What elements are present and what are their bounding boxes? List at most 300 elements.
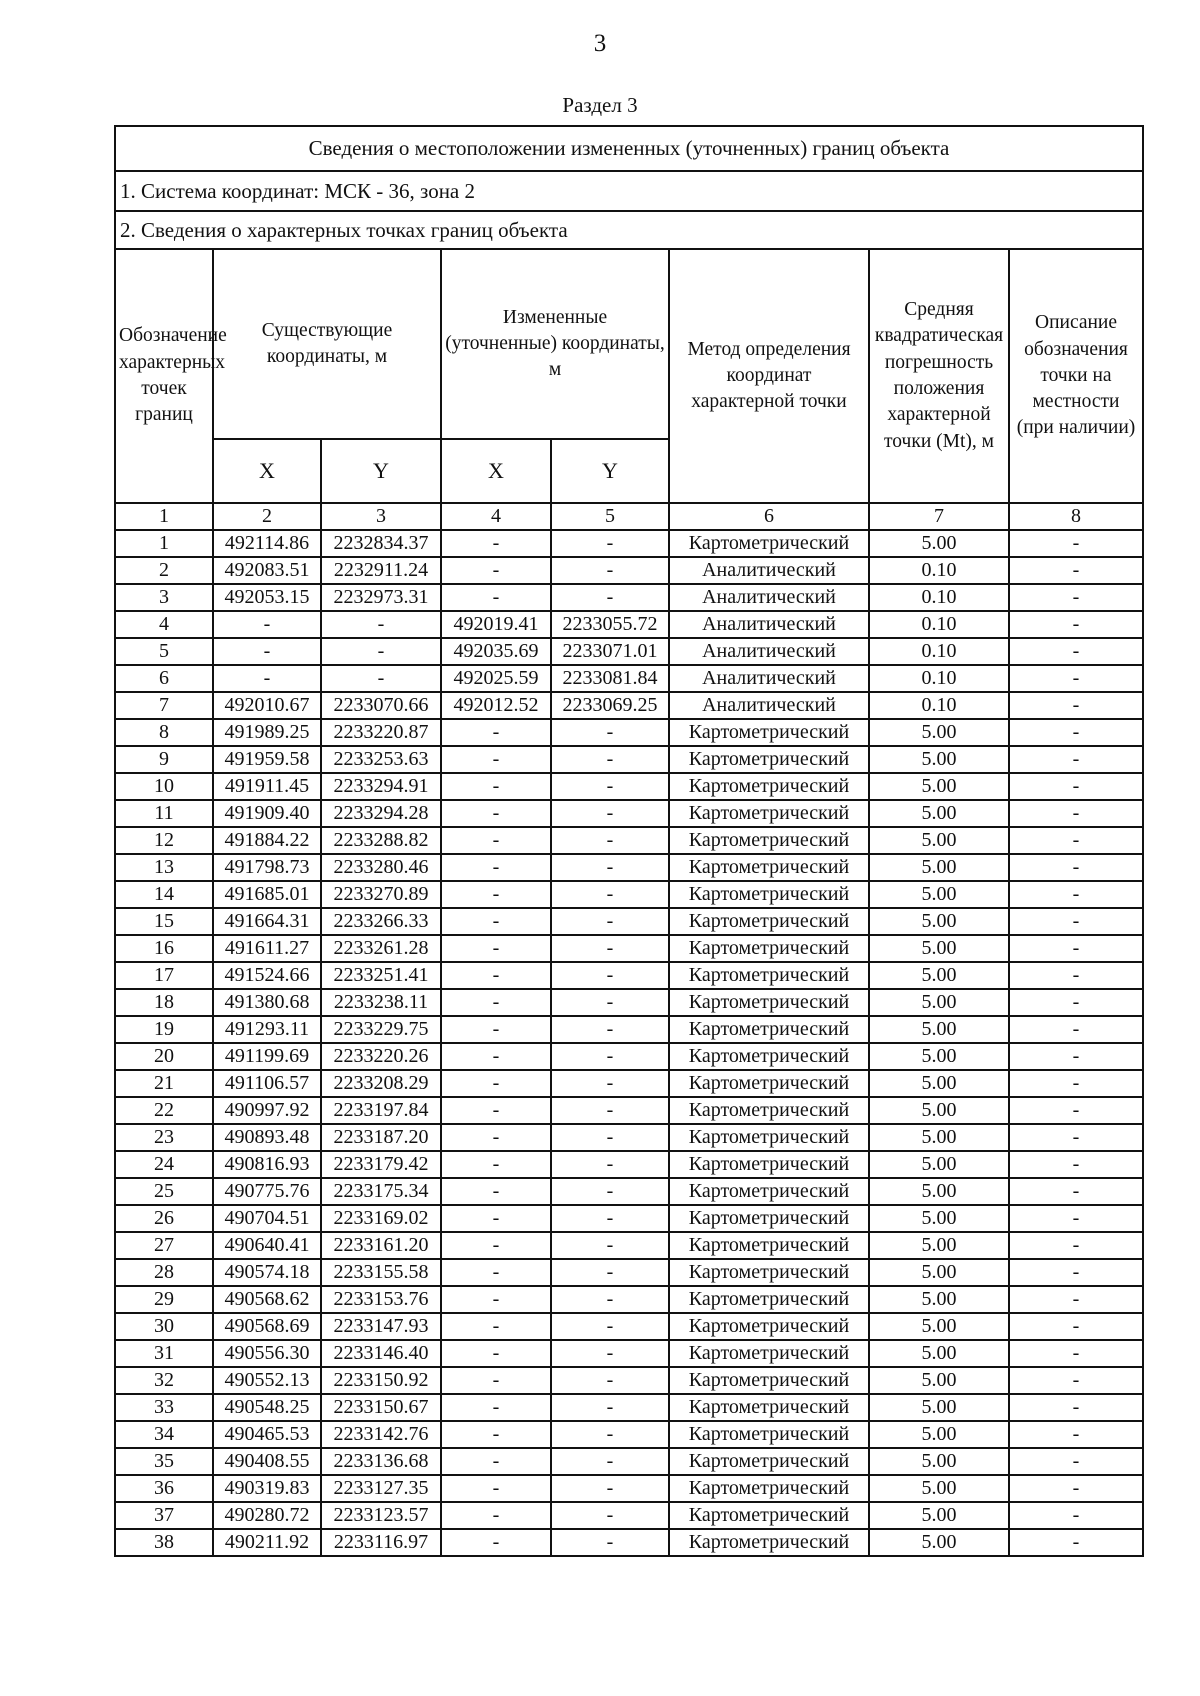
cell-changed-x: - <box>441 1259 551 1286</box>
cell-error: 5.00 <box>869 1448 1009 1475</box>
cell-changed-x: - <box>441 935 551 962</box>
cell-existing-x: 490997.92 <box>213 1097 321 1124</box>
cell-point-id: 17 <box>115 962 213 989</box>
cell-method: Картометрический <box>669 1313 869 1340</box>
cell-changed-x: - <box>441 1394 551 1421</box>
points-heading: 2. Сведения о характерных точках границ объекта <box>115 211 1143 249</box>
cell-point-id: 27 <box>115 1232 213 1259</box>
cell-description: - <box>1009 1016 1143 1043</box>
table-row <box>115 1286 1143 1313</box>
cell-existing-y: 2233197.84 <box>321 1097 441 1124</box>
column-number: 3 <box>321 503 441 530</box>
cell-method: Аналитический <box>669 611 869 638</box>
cell-method: Картометрический <box>669 1340 869 1367</box>
cell-existing-y: 2233261.28 <box>321 935 441 962</box>
cell-existing-y: 2233150.92 <box>321 1367 441 1394</box>
cell-existing-x: 490704.51 <box>213 1205 321 1232</box>
cell-point-id: 4 <box>115 611 213 638</box>
cell-existing-y: 2233294.28 <box>321 800 441 827</box>
cell-existing-x: - <box>213 611 321 638</box>
cell-error: 5.00 <box>869 1529 1009 1556</box>
cell-error: 5.00 <box>869 1475 1009 1502</box>
cell-changed-y: - <box>551 1502 669 1529</box>
table-row <box>115 1016 1143 1043</box>
cell-existing-x: 490280.72 <box>213 1502 321 1529</box>
header-designation-text: Обозначение характерных точек границ <box>119 325 227 426</box>
cell-changed-x: - <box>441 1205 551 1232</box>
cell-description: - <box>1009 1340 1143 1367</box>
cell-method: Картометрический <box>669 530 869 557</box>
cell-existing-y: 2232911.24 <box>321 557 441 584</box>
cell-changed-x: - <box>441 530 551 557</box>
cell-point-id: 29 <box>115 1286 213 1313</box>
cell-description: - <box>1009 1151 1143 1178</box>
table-row <box>115 1124 1143 1151</box>
section-label: Раздел 3 <box>562 93 638 117</box>
cell-existing-x: 492010.67 <box>213 692 321 719</box>
cell-error: 5.00 <box>869 1043 1009 1070</box>
cell-description: - <box>1009 800 1143 827</box>
cell-existing-y: 2233123.57 <box>321 1502 441 1529</box>
cell-method: Картометрический <box>669 1124 869 1151</box>
cell-method: Картометрический <box>669 1178 869 1205</box>
table-row <box>115 827 1143 854</box>
cell-existing-y: - <box>321 638 441 665</box>
cell-point-id: 24 <box>115 1151 213 1178</box>
cell-changed-y: - <box>551 935 669 962</box>
cell-changed-x: - <box>441 989 551 1016</box>
cell-point-id: 25 <box>115 1178 213 1205</box>
cell-error: 5.00 <box>869 962 1009 989</box>
cell-existing-x: 490465.53 <box>213 1421 321 1448</box>
table-row <box>115 1043 1143 1070</box>
cell-description: - <box>1009 1286 1143 1313</box>
page-number: 3 <box>593 30 607 57</box>
cell-existing-y: 2233175.34 <box>321 1178 441 1205</box>
cell-description: - <box>1009 584 1143 611</box>
header-changed: Измененные (уточненные) координаты, м <box>441 249 669 439</box>
cell-existing-y: - <box>321 611 441 638</box>
table-row <box>115 1178 1143 1205</box>
column-number: 8 <box>1009 503 1143 530</box>
header-existing: Существующие координаты, м <box>213 249 441 439</box>
header-method: Метод определения координат характерной точки <box>669 249 869 503</box>
cell-description: - <box>1009 1475 1143 1502</box>
cell-changed-y: - <box>551 1421 669 1448</box>
cell-error: 5.00 <box>869 827 1009 854</box>
cell-point-id: 15 <box>115 908 213 935</box>
column-number: 5 <box>551 503 669 530</box>
cell-method: Картометрический <box>669 773 869 800</box>
cell-point-id: 38 <box>115 1529 213 1556</box>
cell-changed-y: - <box>551 1232 669 1259</box>
cell-method: Картометрический <box>669 1151 869 1178</box>
column-number: 6 <box>669 503 869 530</box>
cell-changed-y: - <box>551 1259 669 1286</box>
cell-method: Картометрический <box>669 1232 869 1259</box>
cell-error: 5.00 <box>869 1394 1009 1421</box>
cell-existing-y: 2233280.46 <box>321 854 441 881</box>
cell-point-id: 16 <box>115 935 213 962</box>
coordinate-system: 1. Система координат: МСК - 36, зона 2 <box>115 171 1143 211</box>
cell-changed-y: - <box>551 989 669 1016</box>
cell-point-id: 19 <box>115 1016 213 1043</box>
table-row <box>115 908 1143 935</box>
cell-description: - <box>1009 881 1143 908</box>
cell-existing-y: 2233136.68 <box>321 1448 441 1475</box>
table-row <box>115 1448 1143 1475</box>
cell-point-id: 7 <box>115 692 213 719</box>
cell-error: 5.00 <box>869 1340 1009 1367</box>
table-row <box>115 1313 1143 1340</box>
table-row <box>115 881 1143 908</box>
cell-point-id: 23 <box>115 1124 213 1151</box>
cell-point-id: 3 <box>115 584 213 611</box>
cell-changed-x: - <box>441 773 551 800</box>
table-row <box>115 935 1143 962</box>
cell-changed-y: - <box>551 1313 669 1340</box>
cell-method: Картометрический <box>669 1043 869 1070</box>
cell-existing-y: 2233116.97 <box>321 1529 441 1556</box>
cell-description: - <box>1009 1043 1143 1070</box>
cell-description: - <box>1009 1070 1143 1097</box>
cell-changed-y: - <box>551 719 669 746</box>
cell-method: Картометрический <box>669 1448 869 1475</box>
cell-existing-x: 491798.73 <box>213 854 321 881</box>
cell-point-id: 21 <box>115 1070 213 1097</box>
cell-changed-x: - <box>441 1340 551 1367</box>
cell-changed-x: 492012.52 <box>441 692 551 719</box>
cell-point-id: 33 <box>115 1394 213 1421</box>
cell-method: Картометрический <box>669 1421 869 1448</box>
cell-existing-y: 2233150.67 <box>321 1394 441 1421</box>
cell-changed-y: - <box>551 557 669 584</box>
cell-error: 5.00 <box>869 1286 1009 1313</box>
cell-description: - <box>1009 773 1143 800</box>
cell-existing-x: 490816.93 <box>213 1151 321 1178</box>
cell-existing-x: 491911.45 <box>213 773 321 800</box>
cell-changed-y: - <box>551 1394 669 1421</box>
cell-description: - <box>1009 746 1143 773</box>
header-existing-x: X <box>213 439 321 503</box>
cell-description: - <box>1009 962 1143 989</box>
cell-point-id: 31 <box>115 1340 213 1367</box>
cell-changed-y: - <box>551 530 669 557</box>
cell-changed-x: - <box>441 1016 551 1043</box>
cell-changed-y: - <box>551 1529 669 1556</box>
cell-point-id: 1 <box>115 530 213 557</box>
cell-point-id: 34 <box>115 1421 213 1448</box>
cell-existing-y: 2233294.91 <box>321 773 441 800</box>
cell-existing-y: 2233155.58 <box>321 1259 441 1286</box>
cell-description: - <box>1009 1367 1143 1394</box>
table-row <box>115 1205 1143 1232</box>
cell-error: 5.00 <box>869 989 1009 1016</box>
cell-point-id: 11 <box>115 800 213 827</box>
cell-changed-x: - <box>441 1367 551 1394</box>
cell-error: 5.00 <box>869 719 1009 746</box>
cell-method: Картометрический <box>669 1367 869 1394</box>
cell-description: - <box>1009 1448 1143 1475</box>
table-body <box>115 530 1143 1556</box>
cell-existing-y: 2233179.42 <box>321 1151 441 1178</box>
cell-existing-x: 491685.01 <box>213 881 321 908</box>
table-row <box>115 1394 1143 1421</box>
table-row <box>115 692 1143 719</box>
table-row <box>115 1097 1143 1124</box>
cell-changed-y: - <box>551 1097 669 1124</box>
cell-changed-x: - <box>441 1421 551 1448</box>
table-row <box>115 1529 1143 1556</box>
cell-existing-x: 491664.31 <box>213 908 321 935</box>
cell-changed-y: - <box>551 1475 669 1502</box>
cell-changed-y: - <box>551 1124 669 1151</box>
cell-changed-x: - <box>441 827 551 854</box>
cell-error: 5.00 <box>869 773 1009 800</box>
cell-existing-x: 491611.27 <box>213 935 321 962</box>
cell-changed-x: - <box>441 800 551 827</box>
cell-description: - <box>1009 1313 1143 1340</box>
cell-existing-y: 2233270.89 <box>321 881 441 908</box>
cell-changed-x: - <box>441 1178 551 1205</box>
cell-error: 0.10 <box>869 638 1009 665</box>
cell-point-id: 14 <box>115 881 213 908</box>
cell-changed-y: - <box>551 1151 669 1178</box>
cell-changed-x: - <box>441 1124 551 1151</box>
cell-point-id: 20 <box>115 1043 213 1070</box>
cell-error: 0.10 <box>869 665 1009 692</box>
cell-changed-y: - <box>551 962 669 989</box>
cell-point-id: 2 <box>115 557 213 584</box>
cell-existing-y: 2233288.82 <box>321 827 441 854</box>
table-row <box>115 746 1143 773</box>
cell-method: Аналитический <box>669 638 869 665</box>
cell-point-id: 6 <box>115 665 213 692</box>
cell-changed-y: - <box>551 881 669 908</box>
cell-method: Картометрический <box>669 1529 869 1556</box>
cell-changed-y: - <box>551 1043 669 1070</box>
cell-existing-x: 490775.76 <box>213 1178 321 1205</box>
header-error: Средняя квадратическая погрешность положения характерной точки (Mt), м <box>869 249 1009 503</box>
cell-description: - <box>1009 719 1143 746</box>
cell-error: 5.00 <box>869 530 1009 557</box>
table-row <box>115 557 1143 584</box>
cell-existing-y: - <box>321 665 441 692</box>
cell-error: 5.00 <box>869 1070 1009 1097</box>
cell-changed-x: - <box>441 1529 551 1556</box>
cell-point-id: 13 <box>115 854 213 881</box>
table-row <box>115 989 1143 1016</box>
cell-description: - <box>1009 1178 1143 1205</box>
cell-description: - <box>1009 1502 1143 1529</box>
cell-changed-x: - <box>441 962 551 989</box>
cell-existing-x: 491380.68 <box>213 989 321 1016</box>
cell-point-id: 10 <box>115 773 213 800</box>
cell-error: 5.00 <box>869 1367 1009 1394</box>
header-existing-y: Y <box>321 439 441 503</box>
cell-point-id: 5 <box>115 638 213 665</box>
cell-method: Картометрический <box>669 719 869 746</box>
column-numbers-row <box>115 503 1143 530</box>
cell-error: 0.10 <box>869 611 1009 638</box>
cell-existing-y: 2233220.87 <box>321 719 441 746</box>
cell-method: Картометрический <box>669 881 869 908</box>
cell-method: Картометрический <box>669 908 869 935</box>
cell-description: - <box>1009 611 1143 638</box>
cell-method: Картометрический <box>669 1475 869 1502</box>
cell-existing-x: 492053.15 <box>213 584 321 611</box>
cell-changed-y: - <box>551 1340 669 1367</box>
cell-existing-y: 2233142.76 <box>321 1421 441 1448</box>
cell-changed-y: - <box>551 827 669 854</box>
cell-changed-y: - <box>551 1205 669 1232</box>
cell-changed-y: - <box>551 1286 669 1313</box>
cell-description: - <box>1009 530 1143 557</box>
cell-method: Картометрический <box>669 1016 869 1043</box>
cell-existing-y: 2233070.66 <box>321 692 441 719</box>
cell-description: - <box>1009 989 1143 1016</box>
header-description: Описание обозначения точки на местности (при наличии) <box>1009 249 1143 503</box>
cell-point-id: 36 <box>115 1475 213 1502</box>
cell-method: Аналитический <box>669 557 869 584</box>
cell-description: - <box>1009 1205 1143 1232</box>
cell-description: - <box>1009 1097 1143 1124</box>
cell-error: 0.10 <box>869 557 1009 584</box>
cell-existing-x: 491884.22 <box>213 827 321 854</box>
cell-changed-x: - <box>441 746 551 773</box>
cell-error: 5.00 <box>869 1232 1009 1259</box>
cell-description: - <box>1009 1421 1143 1448</box>
cell-existing-y: 2232973.31 <box>321 584 441 611</box>
cell-changed-x: - <box>441 1232 551 1259</box>
cell-method: Аналитический <box>669 584 869 611</box>
cell-existing-x: 490552.13 <box>213 1367 321 1394</box>
cell-changed-x: - <box>441 1313 551 1340</box>
cell-error: 5.00 <box>869 1502 1009 1529</box>
cell-existing-x: 491989.25 <box>213 719 321 746</box>
cell-method: Картометрический <box>669 989 869 1016</box>
cell-existing-y: 2233147.93 <box>321 1313 441 1340</box>
cell-changed-y: - <box>551 1448 669 1475</box>
cell-method: Картометрический <box>669 746 869 773</box>
cell-error: 5.00 <box>869 908 1009 935</box>
cell-existing-x: 490319.83 <box>213 1475 321 1502</box>
cell-method: Картометрический <box>669 1097 869 1124</box>
cell-description: - <box>1009 638 1143 665</box>
cell-description: - <box>1009 1529 1143 1556</box>
column-number: 2 <box>213 503 321 530</box>
cell-existing-y: 2233169.02 <box>321 1205 441 1232</box>
cell-changed-x: 492025.59 <box>441 665 551 692</box>
table-row <box>115 1070 1143 1097</box>
table-row <box>115 1421 1143 1448</box>
cell-method: Картометрический <box>669 962 869 989</box>
cell-existing-x: 491524.66 <box>213 962 321 989</box>
cell-existing-x: 492114.86 <box>213 530 321 557</box>
cell-point-id: 9 <box>115 746 213 773</box>
cell-error: 5.00 <box>869 1421 1009 1448</box>
cell-changed-x: - <box>441 1043 551 1070</box>
cell-changed-x: - <box>441 584 551 611</box>
table-row <box>115 1475 1143 1502</box>
table-row <box>115 1367 1143 1394</box>
cell-error: 5.00 <box>869 1124 1009 1151</box>
cell-existing-x: - <box>213 638 321 665</box>
cell-point-id: 12 <box>115 827 213 854</box>
cell-method: Аналитический <box>669 692 869 719</box>
cell-changed-x: - <box>441 1151 551 1178</box>
cell-changed-y: - <box>551 584 669 611</box>
cell-changed-x: - <box>441 1448 551 1475</box>
cell-method: Картометрический <box>669 800 869 827</box>
cell-error: 5.00 <box>869 1259 1009 1286</box>
cell-error: 5.00 <box>869 1016 1009 1043</box>
cell-existing-y: 2233229.75 <box>321 1016 441 1043</box>
cell-existing-y: 2233127.35 <box>321 1475 441 1502</box>
cell-existing-x: 490893.48 <box>213 1124 321 1151</box>
cell-existing-x: 490211.92 <box>213 1529 321 1556</box>
cell-description: - <box>1009 854 1143 881</box>
cell-existing-y: 2233146.40 <box>321 1340 441 1367</box>
cell-point-id: 35 <box>115 1448 213 1475</box>
table-title: Сведения о местоположении измененных (уточненных) границ объекта <box>115 126 1143 171</box>
cell-existing-y: 2233266.33 <box>321 908 441 935</box>
cell-existing-x: 490574.18 <box>213 1259 321 1286</box>
cell-existing-x: 490568.69 <box>213 1313 321 1340</box>
cell-existing-y: 2232834.37 <box>321 530 441 557</box>
cell-existing-x: 491106.57 <box>213 1070 321 1097</box>
cell-method: Картометрический <box>669 935 869 962</box>
cell-point-id: 26 <box>115 1205 213 1232</box>
cell-changed-y: - <box>551 908 669 935</box>
cell-method: Картометрический <box>669 1205 869 1232</box>
cell-method: Аналитический <box>669 665 869 692</box>
cell-description: - <box>1009 935 1143 962</box>
cell-changed-y: - <box>551 1367 669 1394</box>
table-row <box>115 800 1143 827</box>
cell-changed-y: 2233081.84 <box>551 665 669 692</box>
cell-method: Картометрический <box>669 1502 869 1529</box>
cell-changed-y: - <box>551 854 669 881</box>
cell-error: 5.00 <box>869 854 1009 881</box>
cell-changed-y: 2233069.25 <box>551 692 669 719</box>
table-row <box>115 962 1143 989</box>
cell-existing-x: 490408.55 <box>213 1448 321 1475</box>
cell-changed-y: - <box>551 746 669 773</box>
cell-changed-x: - <box>441 1475 551 1502</box>
cell-error: 5.00 <box>869 1151 1009 1178</box>
cell-existing-x: 490556.30 <box>213 1340 321 1367</box>
table-row <box>115 665 1143 692</box>
cell-error: 0.10 <box>869 692 1009 719</box>
cell-error: 5.00 <box>869 1178 1009 1205</box>
cell-existing-x: 490640.41 <box>213 1232 321 1259</box>
cell-changed-y: - <box>551 800 669 827</box>
cell-existing-y: 2233161.20 <box>321 1232 441 1259</box>
cell-existing-x: 492083.51 <box>213 557 321 584</box>
cell-method: Картометрический <box>669 1394 869 1421</box>
cell-description: - <box>1009 1259 1143 1286</box>
cell-method: Картометрический <box>669 854 869 881</box>
cell-changed-y: - <box>551 1070 669 1097</box>
cell-point-id: 22 <box>115 1097 213 1124</box>
cell-changed-x: - <box>441 1502 551 1529</box>
cell-point-id: 37 <box>115 1502 213 1529</box>
table-row <box>115 773 1143 800</box>
cell-point-id: 8 <box>115 719 213 746</box>
cell-method: Картометрический <box>669 1286 869 1313</box>
cell-existing-y: 2233187.20 <box>321 1124 441 1151</box>
